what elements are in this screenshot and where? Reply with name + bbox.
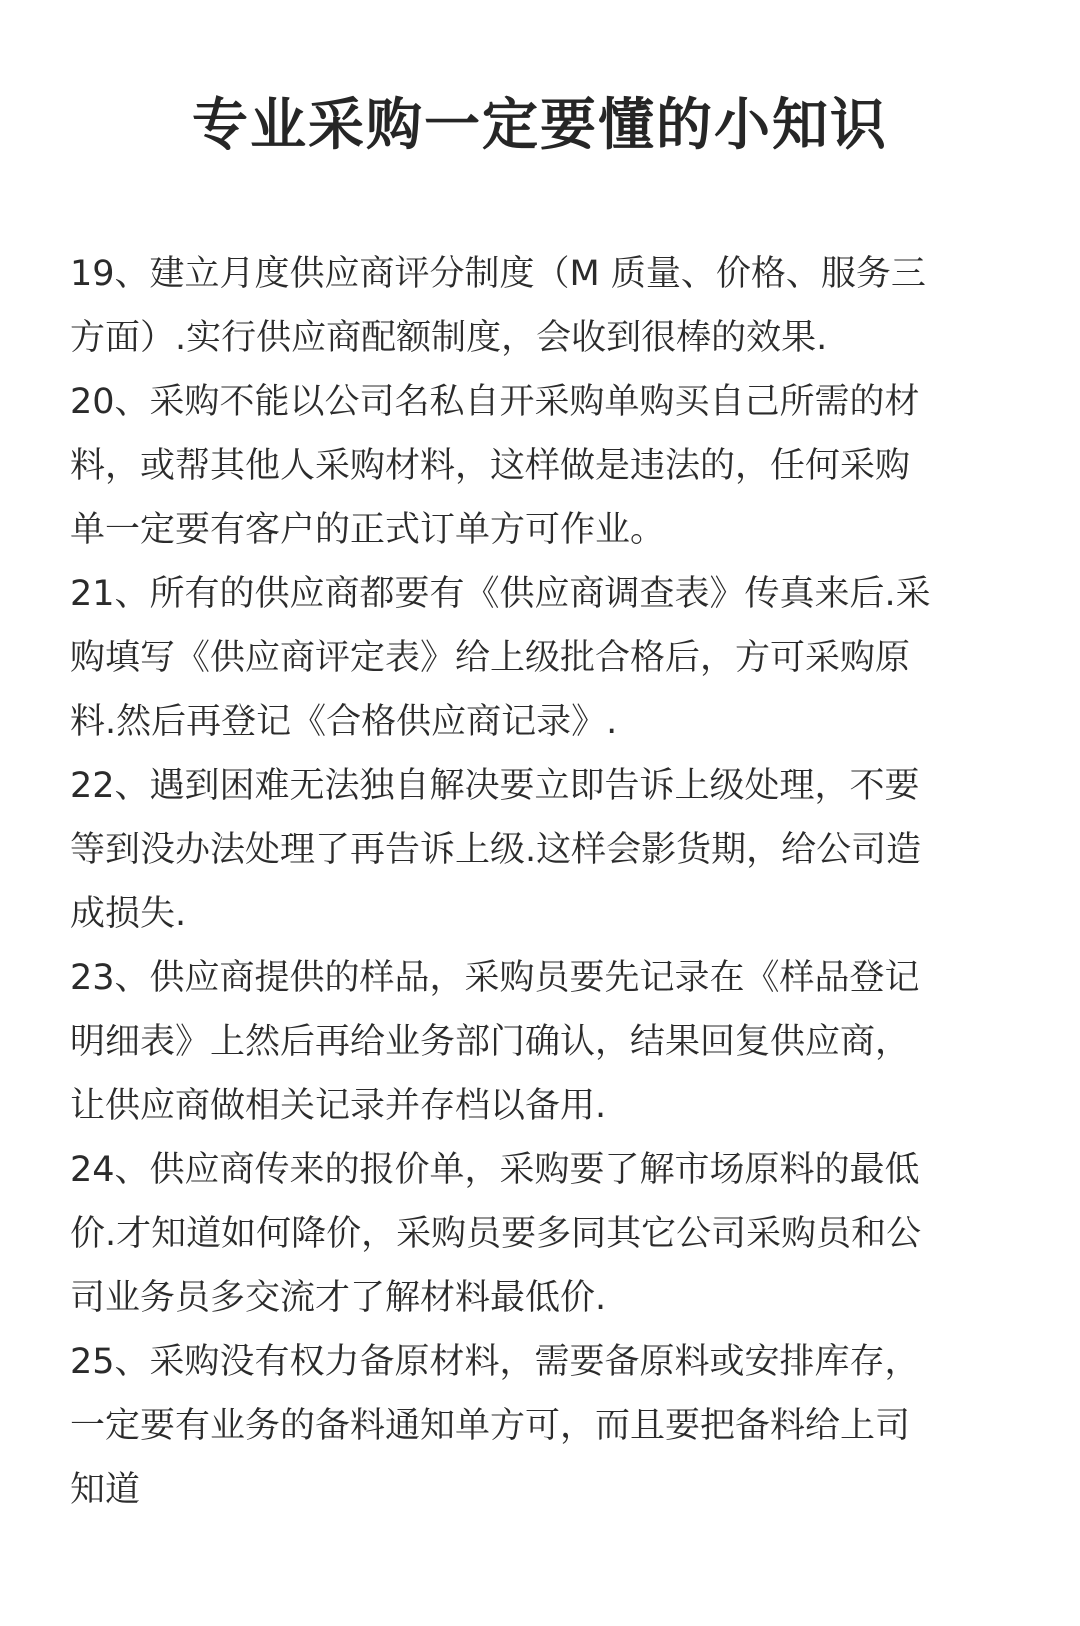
tip-line: 20、采购不能以公司名私自开采购单购买自己所需的材 <box>70 382 920 422</box>
tip-line: 方面）.实行供应商配额制度，会收到很棒的效果. <box>70 318 828 358</box>
tip-24 <box>70 1138 1010 1330</box>
tip-20 <box>70 370 1010 562</box>
tip-line: 19、建立月度供应商评分制度（M 质量、价格、服务三 <box>70 254 926 294</box>
tip-23 <box>70 946 1010 1138</box>
tip-line: 24、供应商传来的报价单，采购要了解市场原料的最低 <box>70 1150 920 1190</box>
tip-line: 成损失. <box>70 894 187 934</box>
tip-line: 25、采购没有权力备原材料，需要备原料或安排库存， <box>70 1342 920 1382</box>
tip-line: 知道 <box>70 1470 141 1510</box>
tip-line: 料.然后再登记《合格供应商记录》. <box>70 702 618 742</box>
tip-line: 价.才知道如何降价，采购员要多同其它公司采购员和公 <box>70 1214 922 1254</box>
tips-list <box>70 242 1010 1522</box>
tip-22 <box>70 754 1010 946</box>
tip-21 <box>70 562 1010 754</box>
tip-line: 22、遇到困难无法独自解决要立即告诉上级处理，不要 <box>70 766 920 806</box>
tip-line: 料，或帮其他人采购材料，这样做是违法的，任何采购 <box>70 446 911 486</box>
tip-line: 单一定要有客户的正式订单方可作业。 <box>70 510 666 550</box>
tip-19 <box>70 242 1010 370</box>
tip-line: 让供应商做相关记录并存档以备用. <box>70 1086 607 1126</box>
tip-line: 21、所有的供应商都要有《供应商调查表》传真来后.采 <box>70 574 931 614</box>
tip-line: 23、供应商提供的样品，采购员要先记录在《样品登记 <box>70 958 920 998</box>
tip-line: 等到没办法处理了再告诉上级.这样会影货期，给公司造 <box>70 830 922 870</box>
tip-line: 明细表》上然后再给业务部门确认，结果回复供应商， <box>70 1022 911 1062</box>
page-title: 专业采购一定要懂的小知识 <box>192 93 888 158</box>
tip-25 <box>70 1330 1010 1522</box>
tip-line: 司业务员多交流才了解材料最低价. <box>70 1278 607 1318</box>
tip-line: 一定要有业务的备料通知单方可，而且要把备料给上司 <box>70 1406 911 1446</box>
tip-line: 购填写《供应商评定表》给上级批合格后，方可采购原 <box>70 638 911 678</box>
